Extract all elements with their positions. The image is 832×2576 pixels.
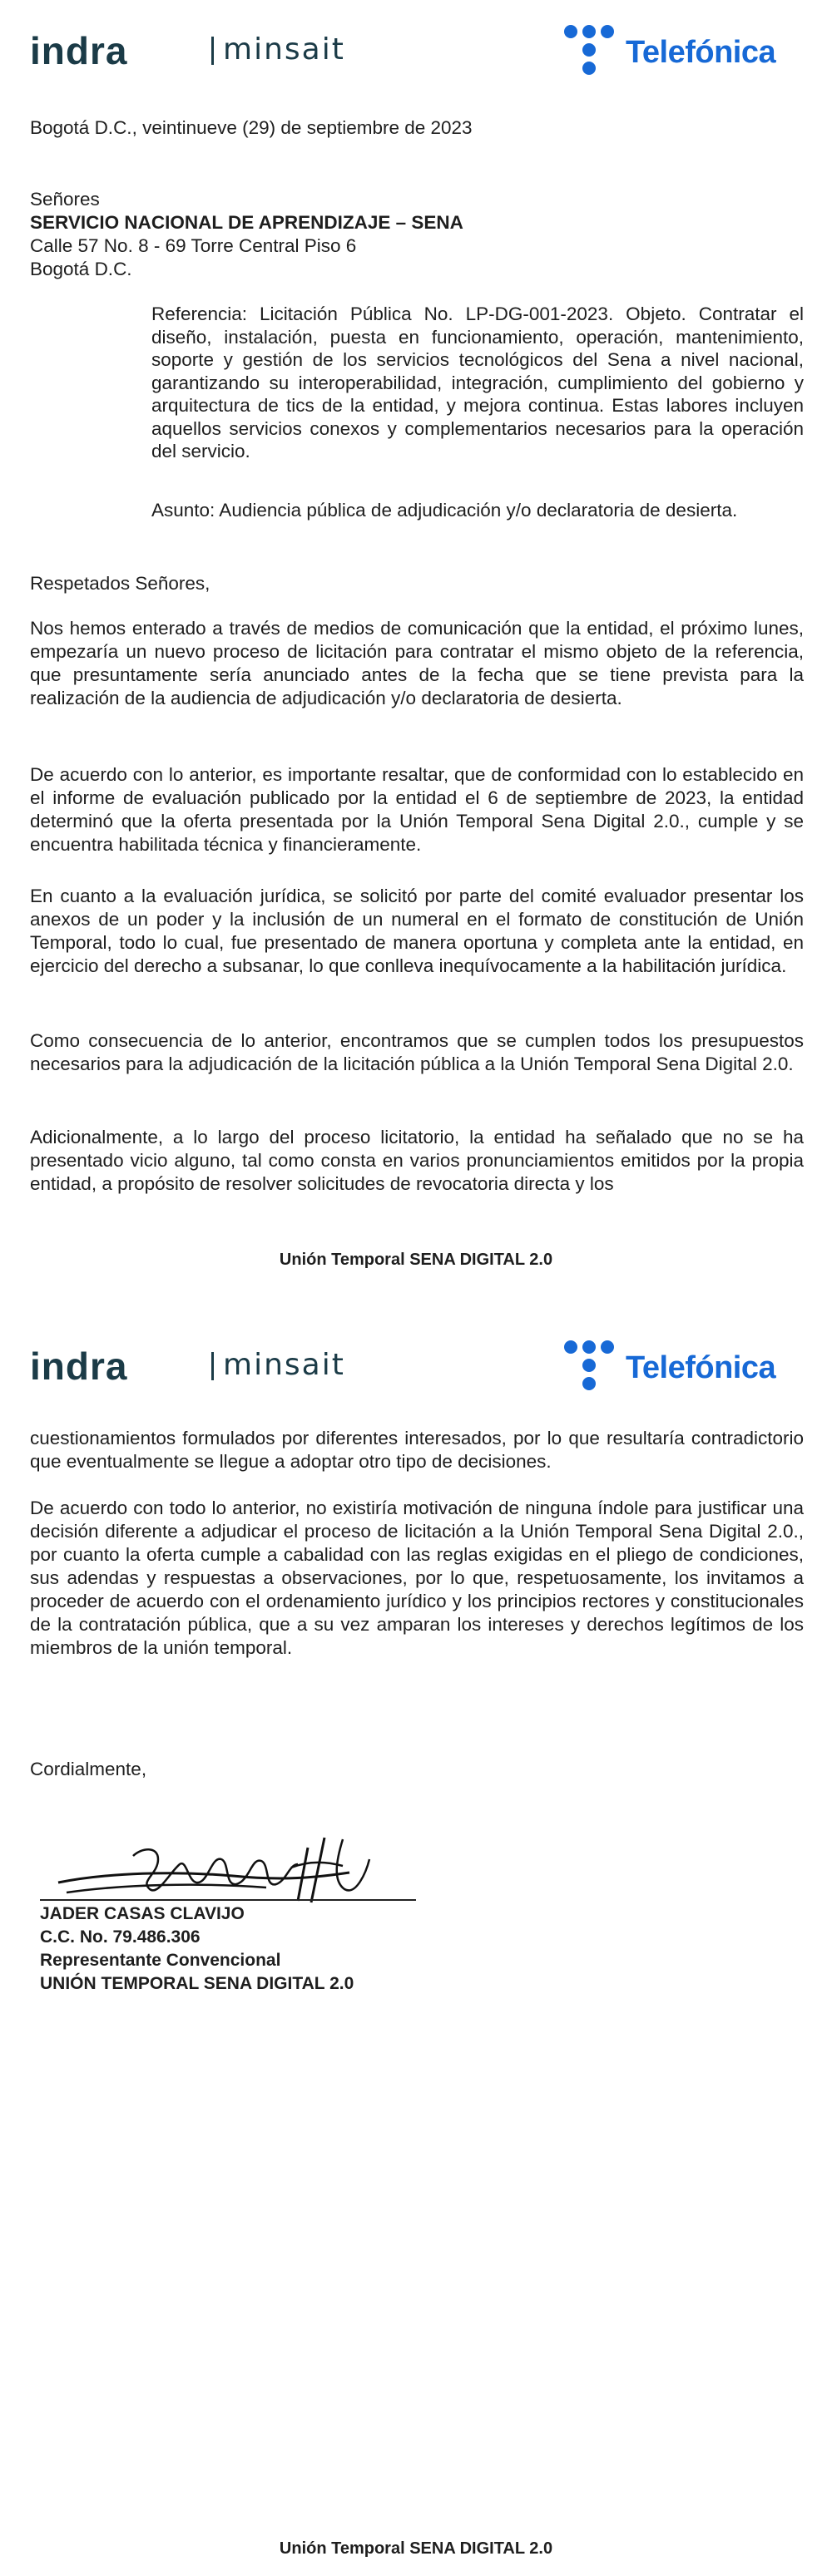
closing: Cordialmente, <box>30 1759 147 1779</box>
body-paragraph: Adicionalmente, a lo largo del proceso licitatorio, la entidad ha señalado que no se ha presentado vicio alguno, tal como consta en varios pronunciamientos emitidos por la propia entidad, a propósito de resolver solicitudes de revocatoria directa y los <box>30 1127 804 1194</box>
page-footer: Unión Temporal SENA DIGITAL 2.0 <box>279 2539 553 2558</box>
recipient-name: SERVICIO NACIONAL DE APRENDIZAJE – SENA <box>30 212 463 233</box>
body-paragraph: Como consecuencia de lo anterior, encontramos que se cumplen todos los presupuestos necesarios para la adjudicación de la licitación pública a la Unión Temporal Sena Digital 2.0. <box>30 1030 804 1074</box>
signatory-name: JADER CASAS CLAVIJO <box>40 1904 245 1923</box>
greeting: Respetados Señores, <box>30 573 210 594</box>
signature-block <box>40 1902 354 1996</box>
telefonica-dots-icon <box>559 23 626 83</box>
body-paragraph: En cuanto a la evaluación jurídica, se solicitó por parte del comité evaluador presentar los anexos de un poder y la inclusión de un numeral en el formato de constitución de Unión Temporal, todo lo cual, fue presentado de manera oportuna y completa ante la entidad, en ejercicio del derecho a subsanar, lo que conlleva inequívocamente a la habilitación jurídica. <box>30 886 804 976</box>
telefonica-dots-icon <box>559 1339 626 1399</box>
recipient-salutation: Señores <box>30 189 100 210</box>
telefonica-logo: Telefónica <box>626 1350 776 1385</box>
letterhead <box>0 1297 832 1388</box>
minsait-logo: minsait <box>223 1348 345 1382</box>
body-paragraph: Nos hemos enterado a través de medios de comunicación que la entidad, el próximo lunes, empezaría un nuevo proceso de licitación para contratar el mismo objeto de la referencia, que presuntamente sería anunciado antes de la fecha que se tiene prevista para la realización de la audiencia de adjudicación y/o declaratoria de desierta. <box>30 618 804 708</box>
body-paragraph: De acuerdo con lo anterior, es importante resaltar, que de conformidad con lo establecido en el informe de evaluación publicado por la entidad el 6 de septiembre de 2023, la entidad determinó que la oferta presentada por la Unión Temporal Sena Digital 2.0., cumple y se encuentra habilitada técnica y financieramente. <box>30 764 804 855</box>
recipient-city: Bogotá D.C. <box>30 259 132 279</box>
reference-paragraph: Referencia: Licitación Pública No. LP-DG-001-2023. Objeto. Contratar el diseño, instalación, puesta en funcionamiento, operación, mantenimiento, soporte y gestión de los servicios tecnológicos del Sena a nivel nacional, garantizando su interoperabilidad, integración, cumplimiento del gobierno y arquitectura de tics de la entidad, y mejora continua. Estas labores incluyen aquellos servicios conexos y complementarios necesarios para la operación del servicio. <box>151 303 804 461</box>
logo-separator <box>211 37 214 65</box>
indra-logo: indra <box>30 1345 128 1388</box>
minsait-logo: minsait <box>223 32 345 67</box>
body-paragraph: De acuerdo con todo lo anterior, no existiría motivación de ninguna índole para justificar una decisión diferente a adjudicar el proceso de licitación a la Unión Temporal Sena Digital 2.0., por cuanto la oferta cumple a cabalidad con las reglas exigidas en el pliego de condiciones, sus adendas y respuestas a observaciones, por lo que, respetuosamente, los invitamos a proceder de acuerdo con el ordenamiento jurídico y los principios rectores y constitucionales de la contratación pública, que a su vez amparan los intereses y derechos legítimos de los miembros de la unión temporal. <box>30 1498 804 1658</box>
signatory-org: UNIÓN TEMPORAL SENA DIGITAL 2.0 <box>40 1974 354 1993</box>
indra-logo: indra <box>30 29 128 72</box>
letterhead <box>0 0 832 75</box>
signature-line <box>40 1899 416 1901</box>
telefonica-logo: Telefónica <box>626 35 776 70</box>
date-line: Bogotá D.C., veintinueve (29) de septiembre de 2023 <box>30 117 473 138</box>
page-footer: Unión Temporal SENA DIGITAL 2.0 <box>279 1251 553 1269</box>
logo-separator <box>211 1352 214 1380</box>
body-paragraph: cuestionamientos formulados por diferentes interesados, por lo que resultaría contradictorio que eventualmente se llegue a adoptar otro tipo de decisiones. <box>30 1428 804 1472</box>
recipient-address: Calle 57 No. 8 - 69 Torre Central Piso 6 <box>30 235 357 256</box>
signatory-role: Representante Convencional <box>40 1951 281 1970</box>
subject-line: Asunto: Audiencia pública de adjudicación y/o declaratoria de desierta. <box>151 500 738 521</box>
signatory-id: C.C. No. 79.486.306 <box>40 1927 201 1947</box>
